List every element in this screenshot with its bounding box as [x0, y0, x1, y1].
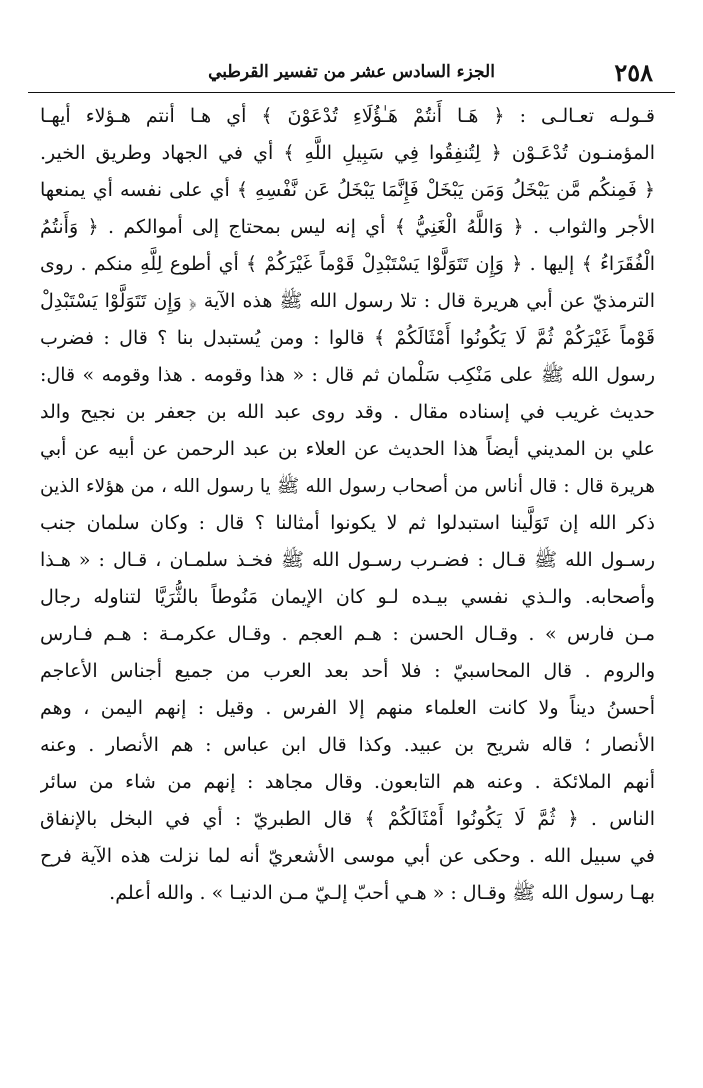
- text-line: أنهم الملائكة . وعنه هم التابعون. وقال مجاهد : إنهم من شاء من سائر: [40, 771, 655, 793]
- text-line: الأجر والثواب . ﴿ وَاللَّهُ الْغَنِيُّ ﴾ أي إنه ليس بمحتاج إلى أموالكم . ﴿ وَأَنتُمُ: [40, 216, 655, 238]
- running-title: الجزء السادس عشر من تفسير القرطبي: [208, 62, 495, 82]
- body-text: [40, 98, 655, 912]
- text-line: الناس . ﴿ ثُمَّ لَا يَكُونُوا أَمْثَالَكُمْ ﴾ قال الطبريّ : أي في البخل بالإنفاق: [40, 808, 655, 830]
- text-line: قَوْماً غَيْرَكُمْ ثُمَّ لَا يَكُونُوا أَمْثَالَكُمْ ﴾ قالوا : ومن يُستبدل بنا ؟ قال : فضرب: [40, 327, 655, 349]
- page-header: [28, 56, 675, 96]
- text-line: المؤمنـون تُدْعَـوْن ﴿ لِتُنفِقُوا فِي سَبِيلِ اللَّهِ ﴾ أي في الجهاد وطريق الخير.: [40, 142, 655, 164]
- text-line: الْفُقَرَاءُ ﴾ إليها . ﴿ وَإِن تَتَوَلَّوْا يَسْتَبْدِلْ قَوْماً غَيْرَكُمْ ﴾ أي أطوع لِلَّهِ منكم . روى: [40, 253, 655, 275]
- text-line: وأصحابه. والـذي نفسي بيـده لـو كان الإيمان مَنُوطاً بالثُّرَيَّا لتناوله رجال: [40, 586, 655, 608]
- text-line: مـن فارس » . وقـال الحسن : هـم العجم . وقـال عكرمـة : هـم فـارس: [40, 623, 655, 645]
- text-line: هريرة قال : قال أناس من أصحاب رسول الله ﷺ يا رسول الله ، من هؤلاء الذين: [40, 476, 655, 497]
- text-line: قـولـه تعـالـى : ﴿ هَـا أَنتُمْ هَـٰؤُلَاءِ تُدْعَوْنَ ﴾ أي هـا أنتم هـؤلاء أيهـا: [40, 105, 655, 127]
- page-number: ٢٥٨: [614, 58, 653, 87]
- text-line: حديث غريب في إسناده مقال . وقد روى عبد الله بن جعفر بن نجيح والد: [40, 401, 655, 423]
- text-line: بهـا رسول الله ﷺ وقـال : « هـي أحبّ إلـيّ مـن الدنيـا » . والله أعلم.: [109, 882, 655, 904]
- text-line: أحسنُ ديناً ولا كانت العلماء منهم إلا الفرس . وقيل : إنهم اليمن ، وهم: [40, 697, 655, 719]
- text-line: رسـول الله ﷺ قـال : فضـرب رسـول الله ﷺ فخـذ سلمـان ، قـال : « هـذا: [40, 549, 655, 571]
- text-line: والروم . قال المحاسبيّ : فلا أحد بعد العرب من جميع أجناس الأعاجم: [40, 660, 655, 682]
- text-line: ذكر الله إن تَوَلَّينا استبدلوا ثم لا يكونوا أمثالنا ؟ قال : وكان سلمان جنب: [40, 512, 655, 534]
- text-line: الترمذيّ عن أبي هريرة قال : تلا رسول الله ﷺ هذه الآية ﴿ وَإِن تَتَوَلَّوْا يَسْتَبْدِلْ: [40, 290, 655, 312]
- text-line: الأنصار ؛ قاله شريح بن عبيد. وكذا قال ابن عباس : هم الأنصار . وعنه: [40, 734, 655, 756]
- text-line: ﴿ فَمِنكُم مَّن يَبْخَلُ وَمَن يَبْخَلْ فَإِنَّمَا يَبْخَلُ عَن نَّفْسِهِ ﴾ أي على نفسه أي يمنعها: [40, 179, 655, 201]
- text-line: في سبيل الله . وحكى عن أبي موسى الأشعريّ أنه لما نزلت هذه الآية فرح: [40, 845, 655, 867]
- text-line: رسول الله ﷺ على مَنْكِب سَلْمان ثم قال : « هذا وقومه . هذا وقومه » قال:: [40, 364, 655, 386]
- header-rule: [28, 92, 675, 93]
- text-line: علي بن المديني أيضاً هذا الحديث عن العلاء بن عبد الرحمن عن أبيه عن أبي: [40, 438, 655, 460]
